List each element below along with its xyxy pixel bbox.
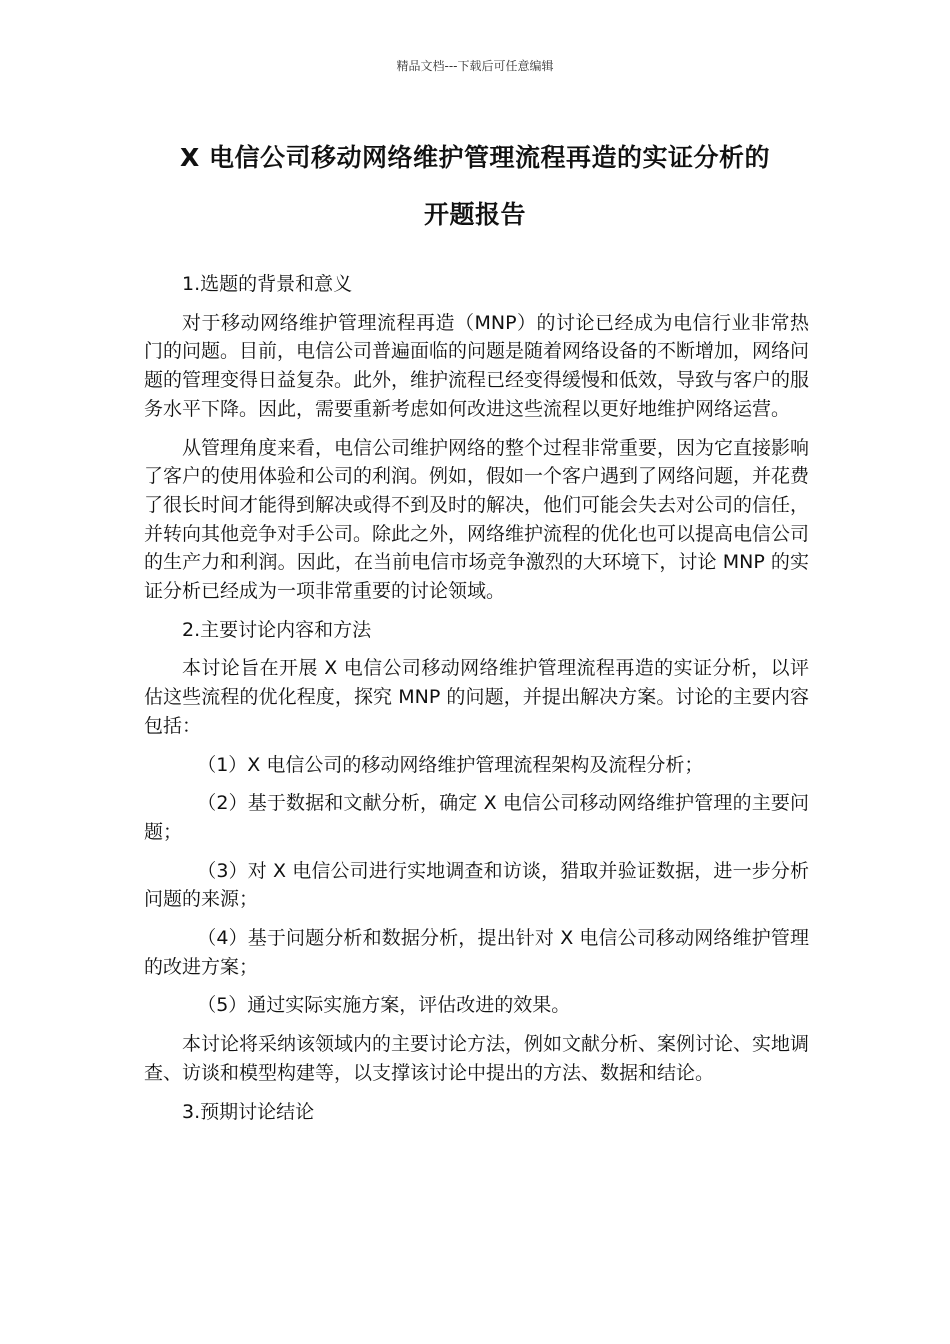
document-title-line-2: 开题报告 <box>423 200 526 229</box>
section-2-list-item: （4）基于问题分析和数据分析，提出针对 X 电信公司移动网络维护管理的改进方案； <box>144 927 809 978</box>
document-body <box>144 270 809 1136</box>
section-2-list-item: （2）基于数据和文献分析，确定 X 电信公司移动网络维护管理的主要问题； <box>144 792 809 843</box>
section-1-heading: 1.选题的背景和意义 <box>182 273 353 295</box>
section-2-list-item: （5）通过实际实施方案，评估改进的效果。 <box>197 994 571 1017</box>
section-2-list-item: （1）X 电信公司的移动网络维护管理流程架构及流程分析； <box>197 753 704 776</box>
section-2-paragraph-1: 本讨论旨在开展 X 电信公司移动网络维护管理流程再造的实证分析，以评估这些流程的优化程度，探究 MNP 的问题，并提出解决方案。讨论的主要内容包括： <box>144 657 809 737</box>
section-3-heading: 3.预期讨论结论 <box>182 1100 315 1123</box>
section-2-list-item: （3）对 X 电信公司进行实地调查和访谈，猎取并验证数据，进一步分析问题的来源； <box>144 859 809 911</box>
page-header: 精品文档---下载后可任意编辑 <box>396 59 554 73</box>
section-1-paragraph-1: 对于移动网络维护管理流程再造（MNP）的讨论已经成为电信行业非常热门的问题。目前，电信公司普遍面临的问题是随着网络设备的不断增加，网络问题的管理变得日益复杂。此外，维护流程已经变得缓慢和低效，导致与客户的服务水平下降。因此，需要重新考虑如何改进这些流程以更好地维护网络运营。 <box>144 311 810 420</box>
section-2-heading: 2.主要讨论内容和方法 <box>182 618 372 641</box>
document-title-line-1: X 电信公司移动网络维护管理流程再造的实证分析的 <box>180 143 770 172</box>
section-1-paragraph-2: 从管理角度来看，电信公司维护网络的整个过程非常重要，因为它直接影响了客户的使用体验和公司的利润。例如，假如一个客户遇到了网络问题，并花费了很长时间才能得到解决或得不到及时的解决，他们可能会失去对公司的信任，并转向其他竞争对手公司。除此之外，网络维护流程的优化也可以提高电信公司的生产力和利润。因此，在当前电信市场竞争激烈的大环境下，讨论 MNP 的实证分析已经成为一项非常重要的讨论领域。 <box>144 436 810 603</box>
section-2-paragraph-2: 本讨论将采纳该领域内的主要讨论方法，例如文献分析、案例讨论、实地调查、访谈和模型构建等，以支撑该讨论中提出的方法、数据和结论。 <box>144 1033 810 1084</box>
